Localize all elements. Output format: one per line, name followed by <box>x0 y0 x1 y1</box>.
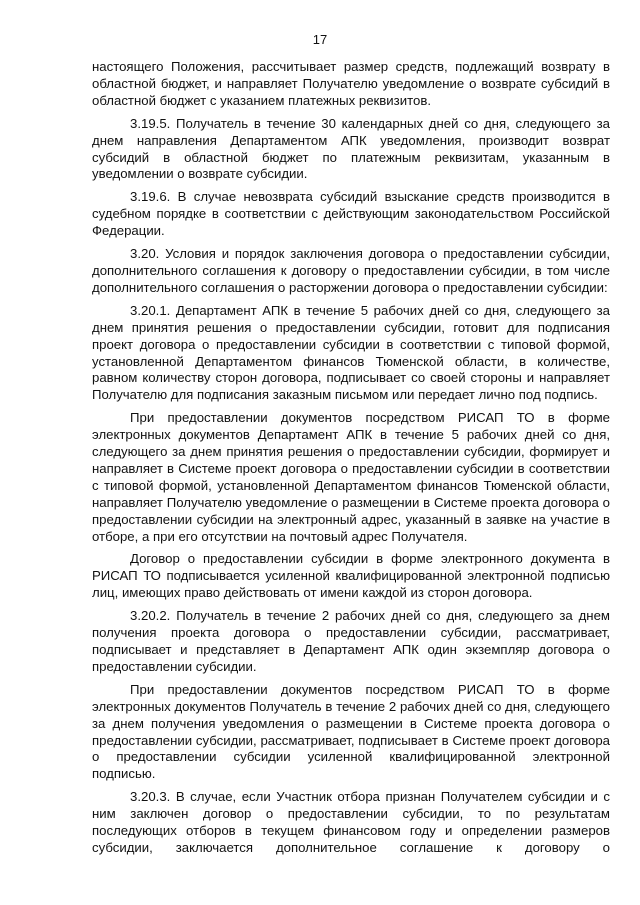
paragraph-3-20-1: 3.20.1. Департамент АПК в течение 5 рабочих дней со дня, следующего за днем принятия решения о предоставлении субсидии, готовит для подписания проект договора о предоставлении субсидии в соответствии с типовой формой, установленной Департаментом финансов Тюменской области, в количестве, равном количеству сторон договора, подписывает со своей стороны и направляет Получателю для подписания заказным письмом или передает лично под подпись. <box>92 302 610 403</box>
paragraph-3-19-5: 3.19.5. Получатель в течение 30 календарных дней со дня, следующего за днем направления Департаментом АПК уведомления, производит возврат субсидий в областной бюджет по платежным реквизитам, указанным в уведомлении о возврате субсидии. <box>92 115 610 182</box>
paragraph-3-19-6: 3.19.6. В случае невозврата субсидий взыскание средств производится в судебном порядке в соответствии с действующим законодательством Российской Федерации. <box>92 189 610 239</box>
paragraph-3-20-2: 3.20.2. Получатель в течение 2 рабочих дней со дня, следующего за днем получения проекта договора о предоставлении субсидии, рассматривает, подписывает и представляет в Департамент АПК один экземпляр договора о предоставлении субсидии. <box>92 608 610 674</box>
document-body <box>92 59 610 863</box>
page-number: 17 <box>312 32 328 47</box>
paragraph-risap-electronic: При предоставлении документов посредством РИСАП ТО в форме электронных документов Департамент АПК в течение 5 рабочих дней со дня, следующего за днем принятия решения о предоставлении субсидии, формирует и направляет в Системе проект договора о предоставлении субсидии в соответствии с типовой формой, установленной Департаментом финансов Тюменской области, направляет Получателю уведомление о размещении в Системе проекта договора о предоставлении субсидии на электронный адрес, указанный в заявке на участие в отборе, а при его отсутствии на почтовый адрес Получателя. <box>92 410 610 544</box>
paragraph-risap-recipient: При предоставлении документов посредством РИСАП ТО в форме электронных документов Получатель в течение 2 рабочих дней со дня, следующего за днем получения уведомления о размещении в Системе проекта договора о предоставлении субсидии, рассматривает, подписывает в Системе проект договора о предоставлении субсидии усиленной квалифицированной электронной подписью. <box>92 681 610 782</box>
paragraph-electronic-signature: Договор о предоставлении субсидии в форме электронного документа в РИСАП ТО подписывается усиленной квалифицированной электронной подписью лиц, имеющих право действовать от имени каждой из сторон договора. <box>92 551 610 601</box>
paragraph-continuation: настоящего Положения, рассчитывает размер средств, подлежащий возврату в областной бюджет, и направляет Получателю уведомление о возврате субсидий в областной бюджет с указанием платежных реквизитов. <box>92 59 610 108</box>
paragraph-3-20-3: 3.20.3. В случае, если Участник отбора признан Получателем субсидии и с ним заключен договор о предоставлении субсидии, то по результатам последующих отборов в текущем финансовом году и определении размеров субсидии, заключается дополнительное соглашение к договору о <box>92 789 610 855</box>
paragraph-3-20: 3.20. Условия и порядок заключения договора о предоставлении субсидии, дополнительного соглашения к договору о предоставлении субсидии, в том числе дополнительного соглашения о расторжении договора о предоставлении субсидии: <box>92 246 610 295</box>
